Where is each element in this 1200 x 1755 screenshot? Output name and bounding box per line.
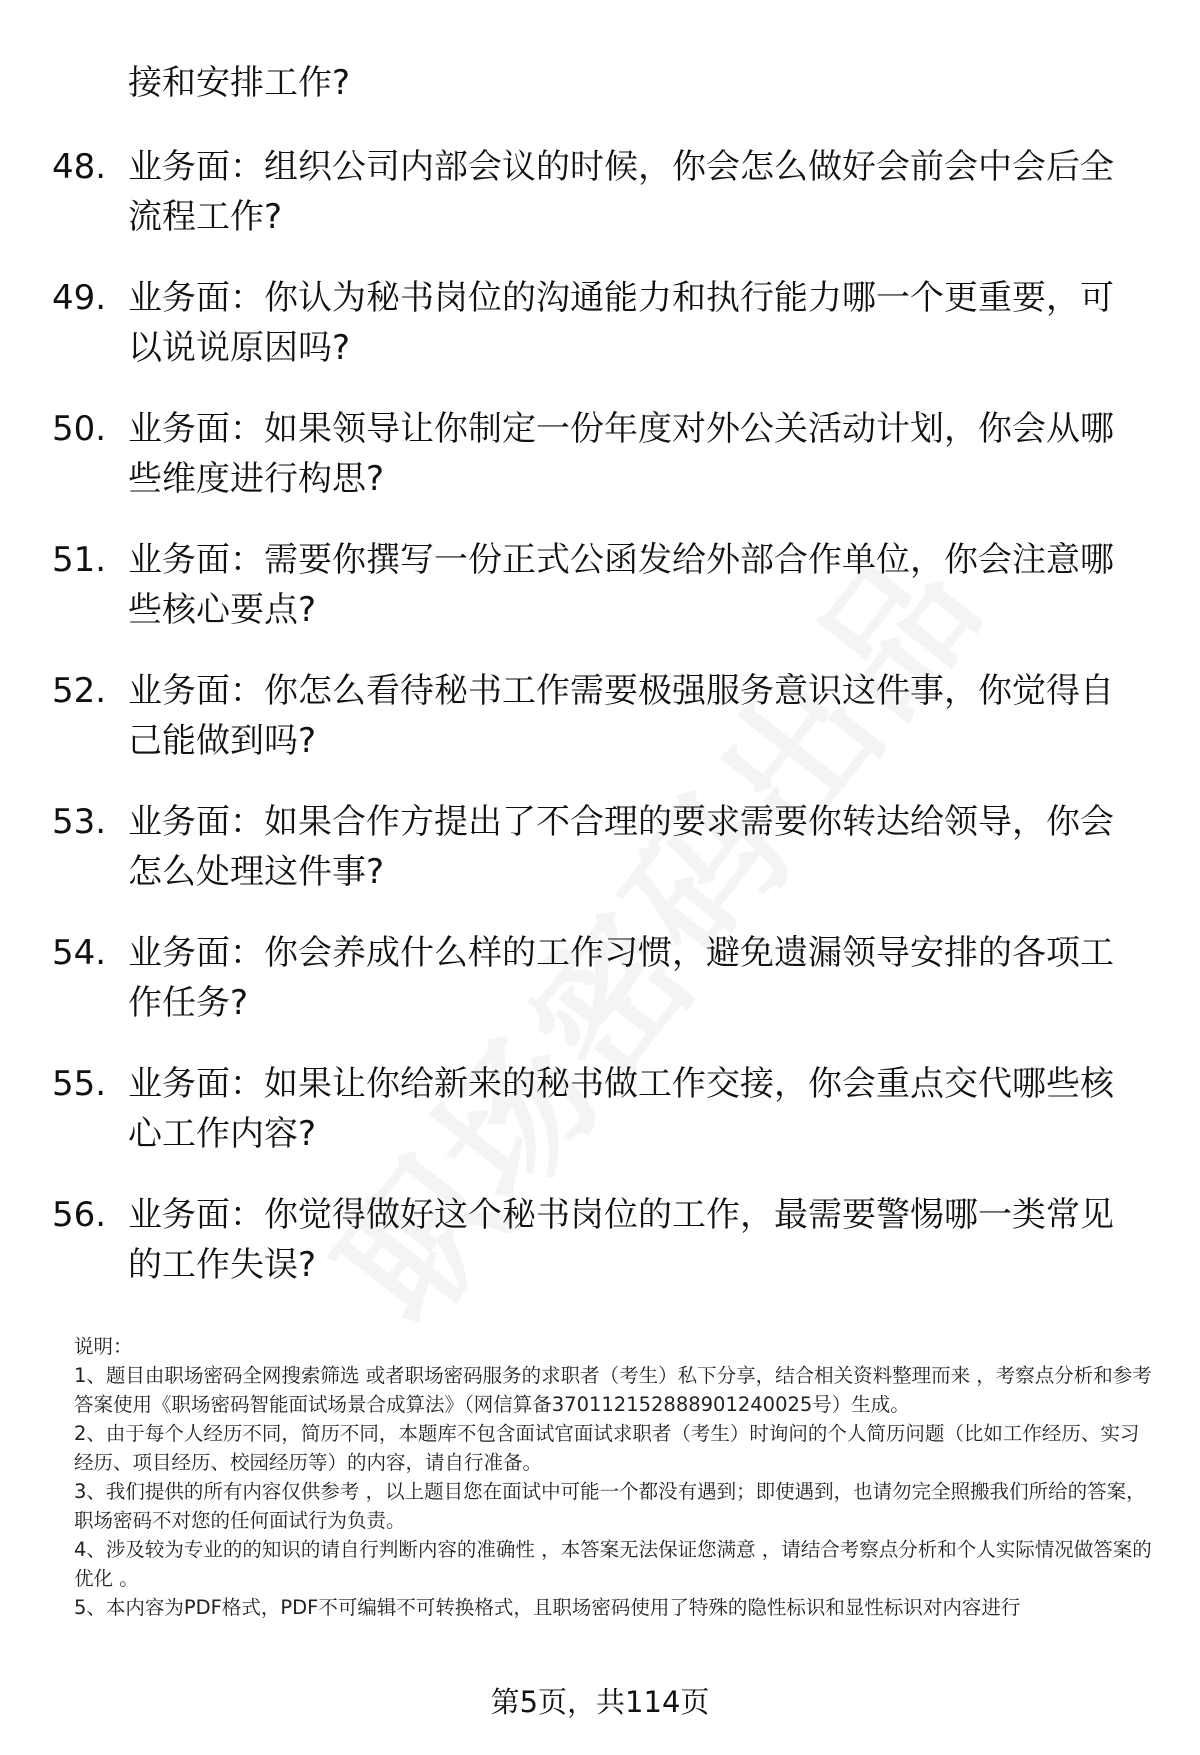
question-text: 业务面：组织公司内部会议的时候，你会怎么做好会前会中会后全流程工作? [128, 147, 1114, 237]
question-number: 51. [52, 540, 107, 580]
note-item: 5、本内容为PDF格式，PDF不可编辑不可转换格式，且职场密码使用了特殊的隐性标识和显性标识对内容进行 [74, 1596, 1021, 1619]
question-text: 业务面：如果领导让你制定一份年度对外公关活动计划，你会从哪些维度进行构思? [128, 409, 1114, 499]
notes-section [74, 1332, 1154, 1622]
question-text: 业务面：你怎么看待秘书工作需要极强服务意识这件事，你觉得自己能做到吗? [128, 671, 1114, 761]
question-item [52, 142, 1152, 242]
question-text: 业务面：你认为秘书岗位的沟通能力和执行能力哪一个更重要，可以说说原因吗? [128, 278, 1114, 368]
question-item [52, 404, 1152, 504]
question-item [52, 1059, 1152, 1159]
question-text: 业务面：如果让你给新来的秘书做工作交接，你会重点交代哪些核心工作内容? [128, 1064, 1114, 1154]
question-text: 业务面：需要你撰写一份正式公函发给外部合作单位，你会注意哪些核心要点? [128, 540, 1114, 630]
note-item: 2、由于每个人经历不同，简历不同，本题库不包含面试官面试求职者（考生）时询问的个人简历问题（比如工作经历、实习经历、项目经历、校园经历等）的内容，请自行准备。 [74, 1422, 1140, 1474]
question-number: 48. [52, 147, 107, 187]
question-text: 业务面：如果合作方提出了不合理的要求需要你转达给领导，你会怎么处理这件事? [128, 802, 1114, 892]
question-number: 53. [52, 802, 107, 842]
question-number: 49. [52, 278, 107, 318]
question-number: 55. [52, 1064, 107, 1104]
question-item [52, 797, 1152, 897]
page-number: 第5页，共114页 [490, 1685, 710, 1719]
notes-title: 说明： [74, 1335, 133, 1358]
question-item [52, 928, 1152, 1028]
note-item: 4、涉及较为专业的的知识的请自行判断内容的准确性 ，本答案无法保证您满意 ，请结合考察点分析和个人实际情况做答案的优化 。 [74, 1538, 1152, 1590]
question-item [52, 1190, 1152, 1290]
question-number: 52. [52, 671, 107, 711]
question-text: 业务面：你会养成什么样的工作习惯，避免遗漏领导安排的各项工作任务? [128, 933, 1114, 1023]
question-list [52, 142, 1152, 1321]
note-item: 1、题目由职场密码全网搜索筛选 或者职场密码服务的求职者（考生）私下分享，结合相关资料整理而来 ，考察点分析和参考答案使用《职场密码智能面试场景合成算法》（网信算备370112152888901240025号）生成。 [74, 1364, 1152, 1416]
question-number: 50. [52, 409, 107, 449]
question-item [52, 535, 1152, 635]
note-item: 3、我们提供的所有内容仅供参考 ，以上题目您在面试中可能一个都没有遇到；即使遇到，也请勿完全照搬我们所给的答案，职场密码不对您的任何面试行为负责。 [74, 1480, 1146, 1532]
question-text: 业务面：你觉得做好这个秘书岗位的工作，最需要警惕哪一类常见的工作失误? [128, 1195, 1114, 1285]
question-continuation: 接和安排工作? [128, 63, 351, 103]
question-item [52, 273, 1152, 373]
question-number: 56. [52, 1195, 107, 1235]
question-item [52, 666, 1152, 766]
question-number: 54. [52, 933, 107, 973]
